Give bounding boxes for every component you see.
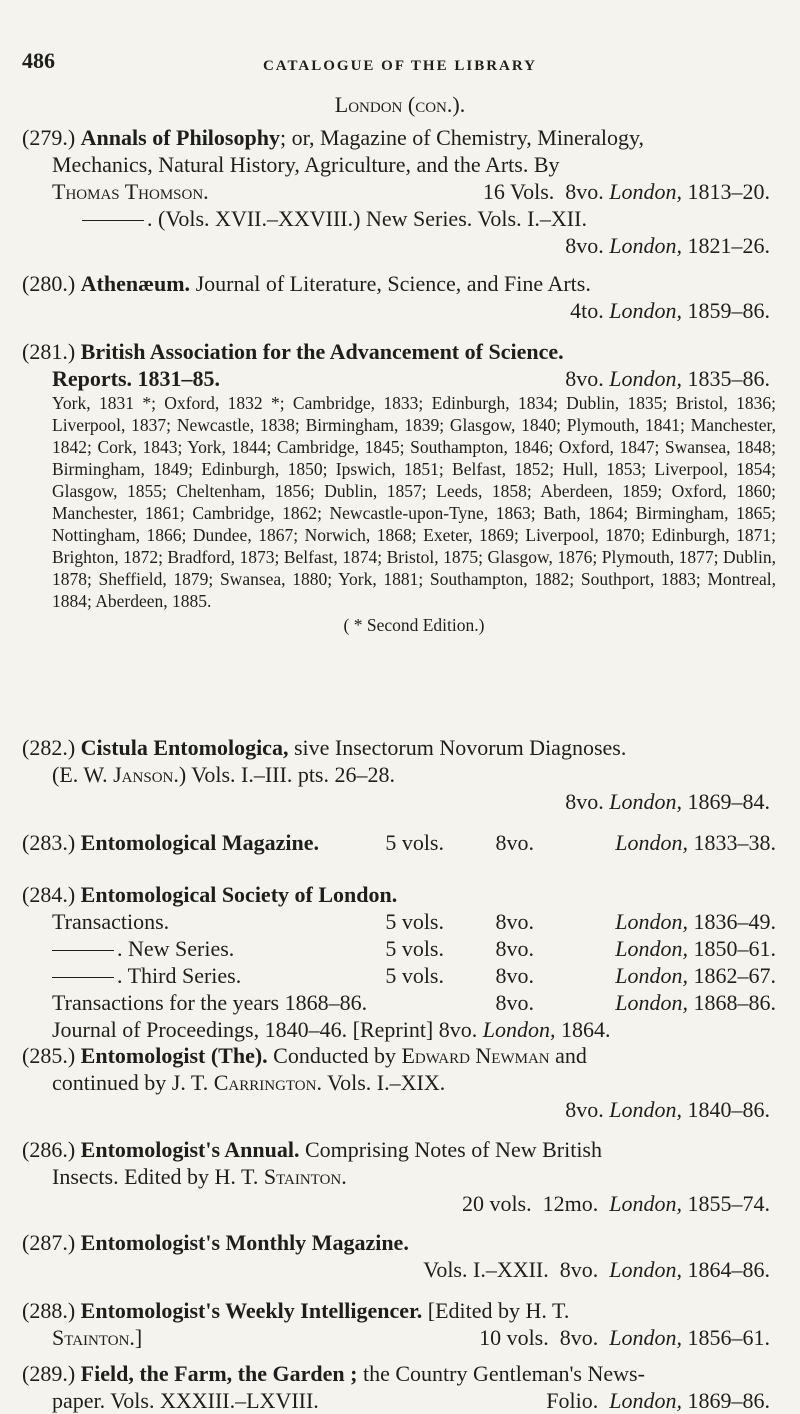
- entry-287: (287.) Entomologist's Monthly Magazine. Vols. I.–XXII. 8vo. London, 1864–86.: [22, 1230, 770, 1282]
- meetings-list: York, 1831 *; Oxford, 1832 *; Cambridge, 1833; Edinburgh, 1834; Dublin, 1835; Bristol, 1836; Liverpool, 1837; Newcastle, 1838; Birmingham, 1839; Glasgow, 1840; Plymouth, 1841; Manchester, 1842; Cork, 1843; York, 1844; Cambridge, 1845; Southampton, 1846; Oxford, 1847; Swansea, 1848; Birmingham, 1849; Edinburgh, 1850; Ipswich, 1851; Belfast, 1852; Hull, 1853; Liverpool, 1854; Glasgow, 1855; Cheltenham, 1856; Dublin, 1857; Leeds, 1858; Aberdeen, 1859; Oxford, 1860; Manchester, 1861; Cambridge, 1862; Newcastle-upon-Tyne, 1863; Bath, 1864; Birmingham, 1865; Nottingham, 1866; Dundee, 1867; Norwich, 1868; Exeter, 1869; Liverpool, 1870; Edinburgh, 1871; Brighton, 1872; Bradford, 1873; Belfast, 1874; Bristol, 1875; Glasgow, 1876; Plymouth, 1877; Dublin, 1878; Sheffield, 1879; Swansea, 1880; York, 1881; Southampton, 1882; Southport, 1883; Montreal, 1884; Aberdeen, 1885.: [52, 393, 776, 611]
- ditto-dash: [82, 220, 144, 221]
- entry-283: (283.) Entomological Magazine. 5 vols. 8vo. London, 1833–38.: [22, 830, 776, 855]
- edition-note: ( * Second Edition.): [343, 615, 485, 635]
- running-head: CATALOGUE OF THE LIBRARY: [262, 58, 538, 74]
- section-heading: London (con.).: [334, 92, 466, 117]
- entry-282: (282.) Cistula Entomologica, sive Insectorum Novorum Diagnoses. (E. W. Janson.) Vols. I.–III. pts. 26–28. 8vo. London, 1869–84.: [22, 735, 770, 814]
- entry-279: (279.) Annals of Philosophy; or, Magazine of Chemistry, Mineralogy, Mechanics, Natural History, Agriculture, and the Arts. By Thomas Thomson. 16 Vols. 8vo. London, 1813–20. . (Vols. XVII.–XXVIII.) New Series. Vols. I.–XII. 8vo. London, 1821–26.: [22, 125, 770, 258]
- entry-284: (284.) Entomological Society of London. Transactions. 5 vols. 8vo. London, 1836–49. . New Series. 5 vols. 8vo. London, 1850–61. . Third Series. 5 vols. 8vo. London, 1862–67. Transactions for the years 1868–86. 8vo. London, 1868–86. Journal of Proceedings, 1840–46. [Reprint] 8vo. London, 1864.: [22, 882, 776, 1042]
- entry-289: (289.) Field, the Farm, the Garden ; the Country Gentleman's News- paper. Vols. XXXIII.–LXVIII. Folio. London, 1869–86.: [22, 1361, 770, 1413]
- entry-285: (285.) Entomologist (The). Conducted by Edward Newman and continued by J. T. Carrington. Vols. I.–XIX. 8vo. London, 1840–86.: [22, 1043, 770, 1122]
- page-number: 486: [22, 48, 55, 73]
- entry-288: (288.) Entomologist's Weekly Intelligencer. [Edited by H. T. Stainton.] 10 vols. 8vo. London, 1856–61.: [22, 1298, 770, 1350]
- entry-281: (281.) British Association for the Advancement of Science. Reports. 1831–85. 8vo. London, 1835–86. York, 1831 *; Oxford, 1832 *; Cambridge, 1833; Edinburgh, 1834; Dublin, 1835; Bristol, 1836; Liverpool, 1837; Newcastle, 1838; Birmingham, 1839; Glasgow, 1840; Plymouth, 1841; Manchester, 1842; Cork, 1843; York, 1844; Cambridge, 1845; Southampton, 1846; Oxford, 1847; Swansea, 1848; Birmingham, 1849; Edinburgh, 1850; Ipswich, 1851; Belfast, 1852; Hull, 1853; Liverpool, 1854; Glasgow, 1855; Cheltenham, 1856; Dublin, 1857; Leeds, 1858; Aberdeen, 1859; Oxford, 1860; Manchester, 1861; Cambridge, 1862; Newcastle-upon-Tyne, 1863; Bath, 1864; Birmingham, 1865; Nottingham, 1866; Dundee, 1867; Norwich, 1868; Exeter, 1869; Liverpool, 1870; Edinburgh, 1871; Brighton, 1872; Bradford, 1873; Belfast, 1874; Bristol, 1875; Glasgow, 1876; Plymouth, 1877; Dublin, 1878; Sheffield, 1879; Swansea, 1880; York, 1881; Southampton, 1882; Southport, 1883; Montreal, 1884; Aberdeen, 1885. ( * Second Edition.): [22, 338, 776, 639]
- entry-280: (280.) Athenæum. Journal of Literature, Science, and Fine Arts. 4to. London, 1859–86.: [22, 271, 770, 323]
- entry-286: (286.) Entomologist's Annual. Comprising Notes of New British Insects. Edited by H. T. Stainton. 20 vols. 12mo. London, 1855–74.: [22, 1137, 770, 1216]
